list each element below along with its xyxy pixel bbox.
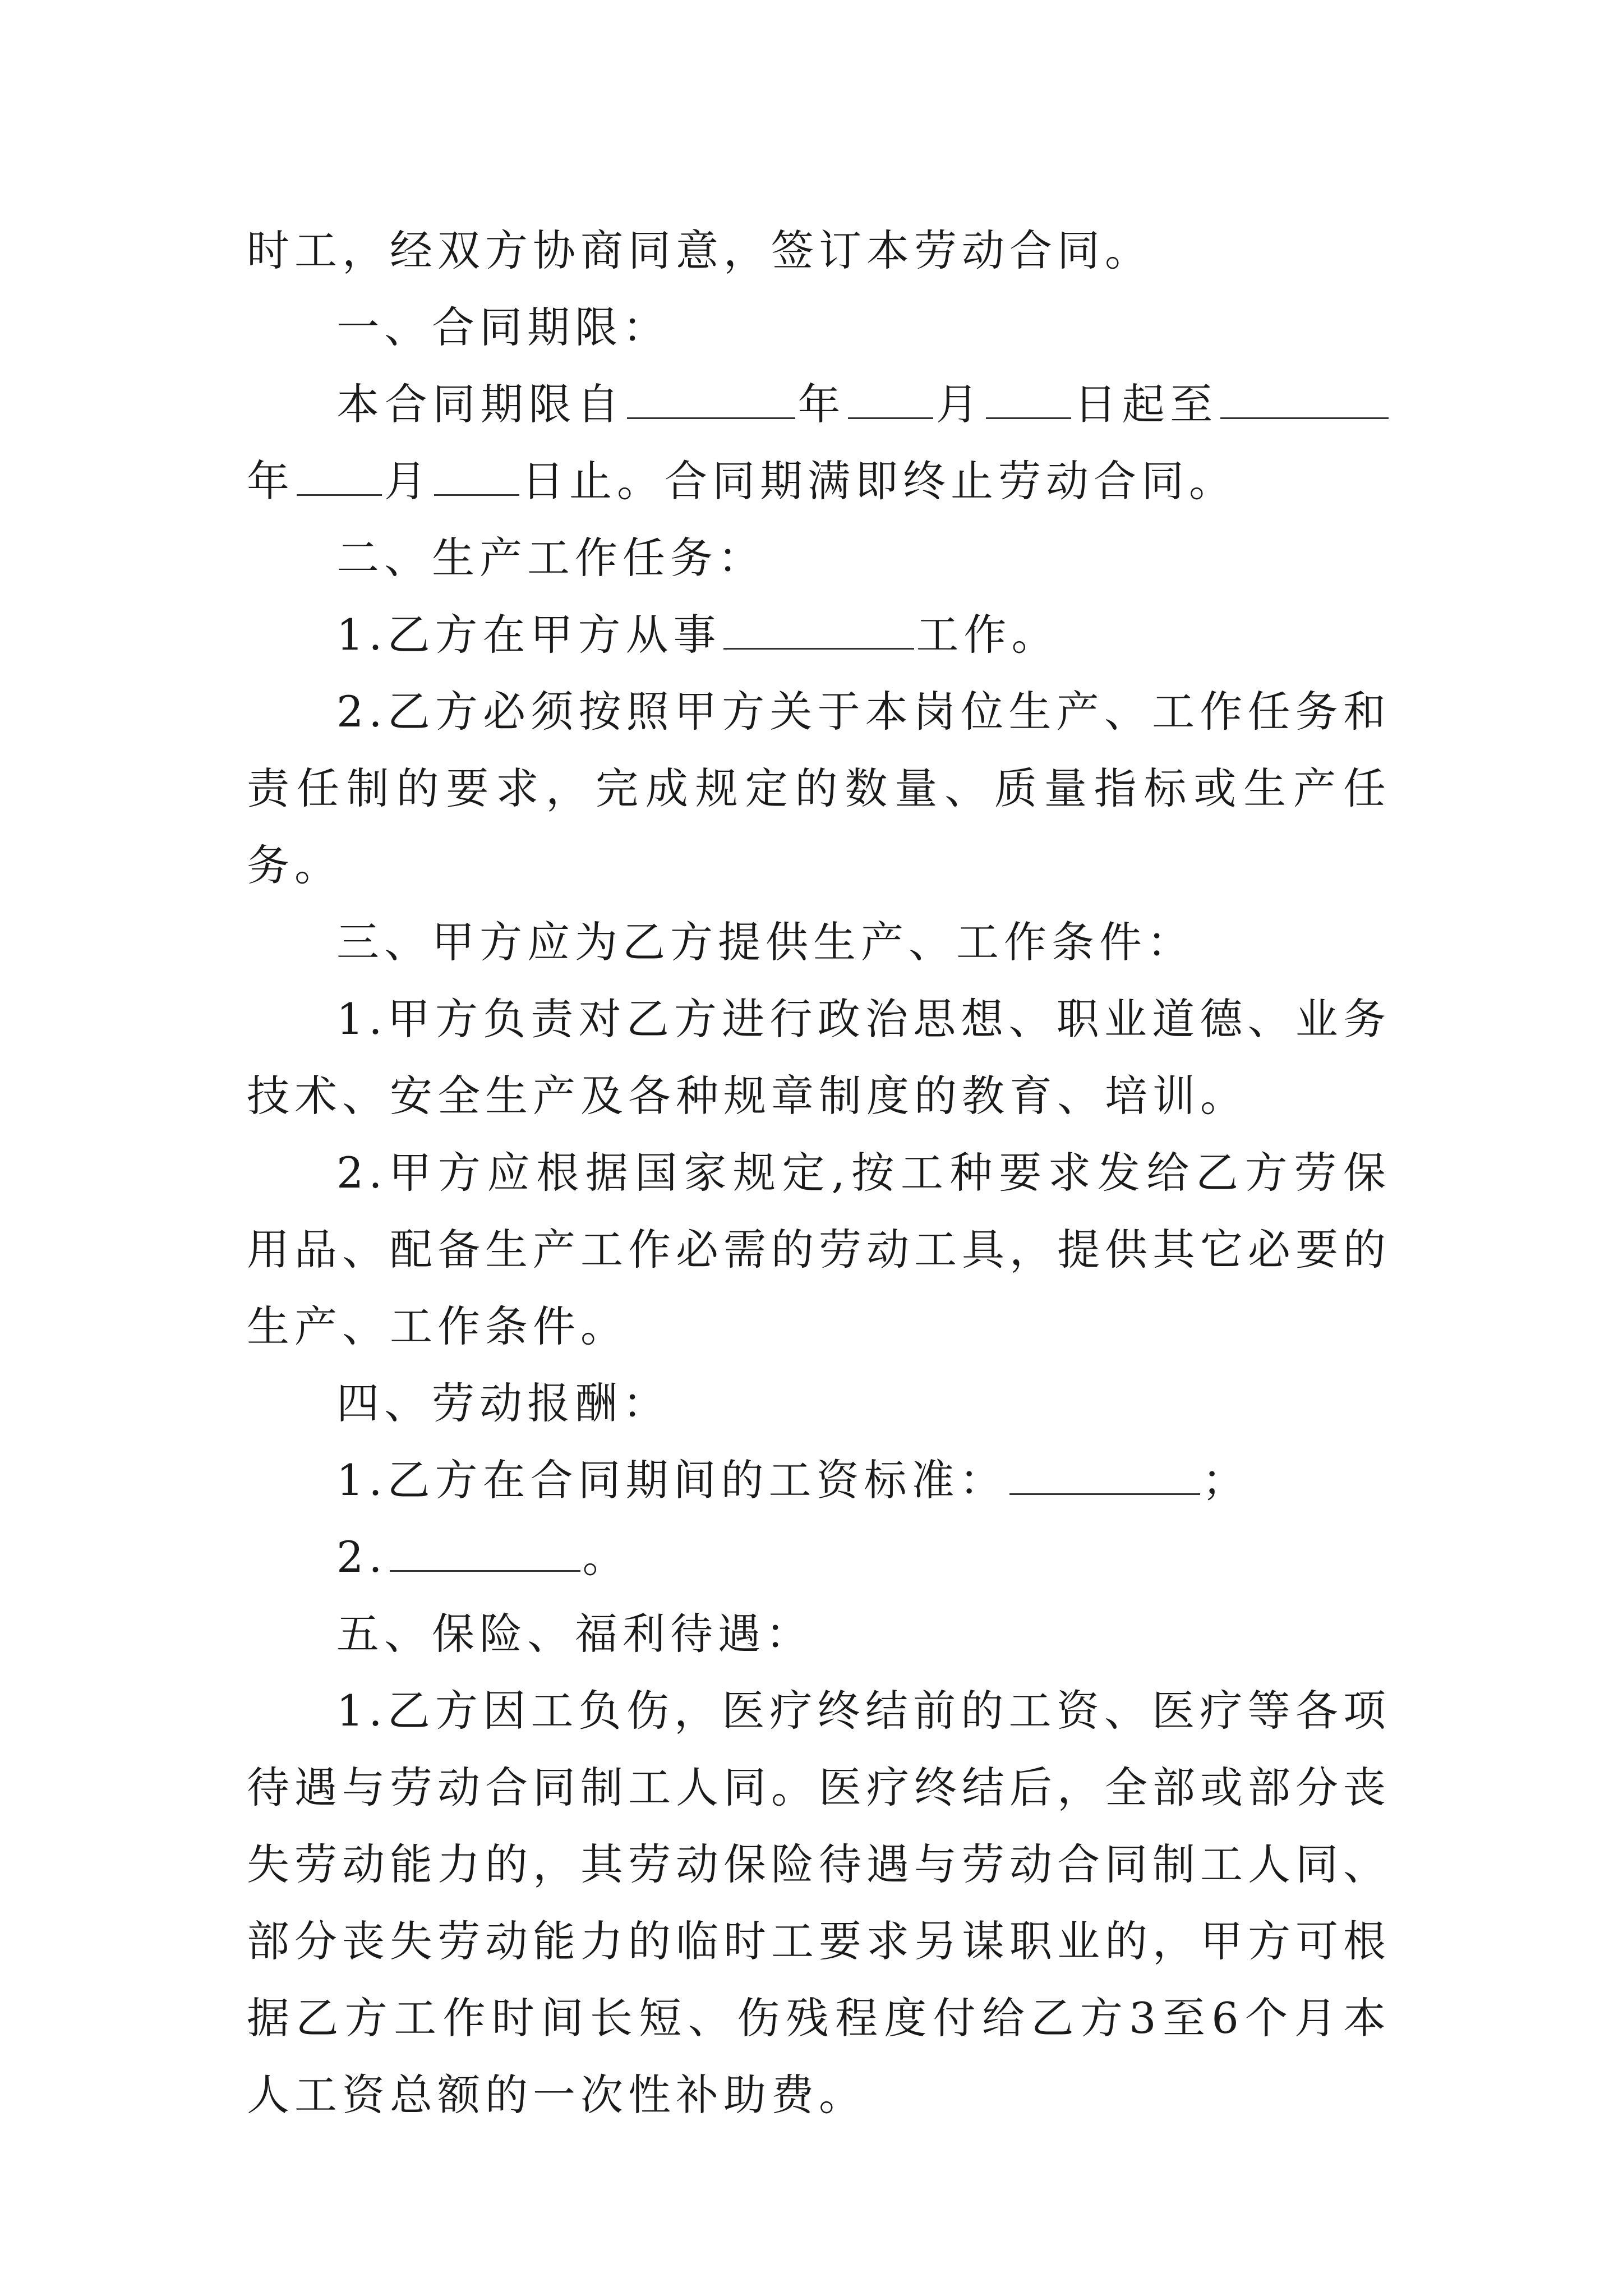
heading-work-conditions: 三、甲方应为乙方提供生产、工作条件： (336, 917, 1195, 967)
blank-start-year[interactable] (627, 383, 795, 419)
paragraph-insurance-1: 1.乙方因工负伤，医疗终结前的工资、医疗等各项待遇与劳动合同制工人同。医疗终结后，全部或部分丧失劳动能力的，其劳动保险待遇与劳动合同制工人同、部分丧失劳动能力的临时工要求另谋职业的，甲方可根据乙方工作时间长短、伤残程度付给乙方3至6个月本人工资总额的一次性补助费。 (247, 1686, 1391, 2120)
text-segment: 工作。 (916, 610, 1059, 660)
paragraph-work-condition-2: 2.甲方应根据国家规定,按工种要求发给乙方劳保用品、配备生产工作必需的劳动工具，提供其它必要的生产、工作条件。 (247, 1148, 1391, 1351)
text-segment: 月 (935, 379, 984, 429)
text-segment: 年 (797, 379, 846, 429)
heading-contract-term: 一、合同期限： (336, 302, 670, 352)
paragraph-remuneration-2 (247, 1519, 1391, 1595)
blank-end-year[interactable] (1220, 383, 1389, 419)
blank-remuneration-other[interactable] (390, 1535, 580, 1572)
paragraph-work-condition-1: 1.甲方负责对乙方进行政治思想、职业道德、业务技术、安全生产及各种规章制度的教育、培训。 (247, 994, 1391, 1121)
paragraph-contract-term (247, 366, 1391, 519)
text-segment: 。 (582, 1532, 630, 1582)
paragraph-intro-continuation: 时工，经双方协商同意，签订本劳动合同。 (247, 226, 1152, 275)
heading-remuneration: 四、劳动报酬： (336, 1378, 670, 1428)
blank-end-day[interactable] (434, 459, 519, 496)
text-segment: 日起至 (1073, 379, 1219, 429)
blank-job-type[interactable] (723, 613, 914, 650)
paragraph-work-task-2: 2.乙方必须按照甲方关于本岗位生产、工作任务和责任制的要求，完成规定的数量、质量指标或生产任务。 (247, 687, 1391, 890)
paragraph-work-task-1 (247, 596, 1391, 673)
blank-end-month[interactable] (297, 459, 382, 496)
heading-insurance-benefits: 五、保险、福利待遇： (336, 1609, 813, 1659)
text-segment: ； (1202, 1455, 1250, 1505)
blank-start-month[interactable] (848, 383, 933, 419)
text-segment: 月 (384, 456, 432, 506)
heading-work-tasks: 二、生产工作任务： (336, 533, 766, 583)
document-body (247, 212, 1391, 2133)
paragraph-remuneration-1 (247, 1442, 1391, 1519)
text-segment: 1.乙方在甲方从事 (336, 610, 721, 660)
text-segment: 1.乙方在合同期间的工资标准： (336, 1455, 1007, 1505)
blank-start-day[interactable] (986, 383, 1071, 419)
blank-wage-standard[interactable] (1009, 1458, 1200, 1495)
text-segment: 本合同期限自 (336, 379, 625, 429)
text-segment: 日止。合同期满即终止劳动合同。 (522, 456, 1237, 506)
text-segment: 年 (247, 456, 294, 506)
text-segment: 2. (336, 1532, 388, 1582)
